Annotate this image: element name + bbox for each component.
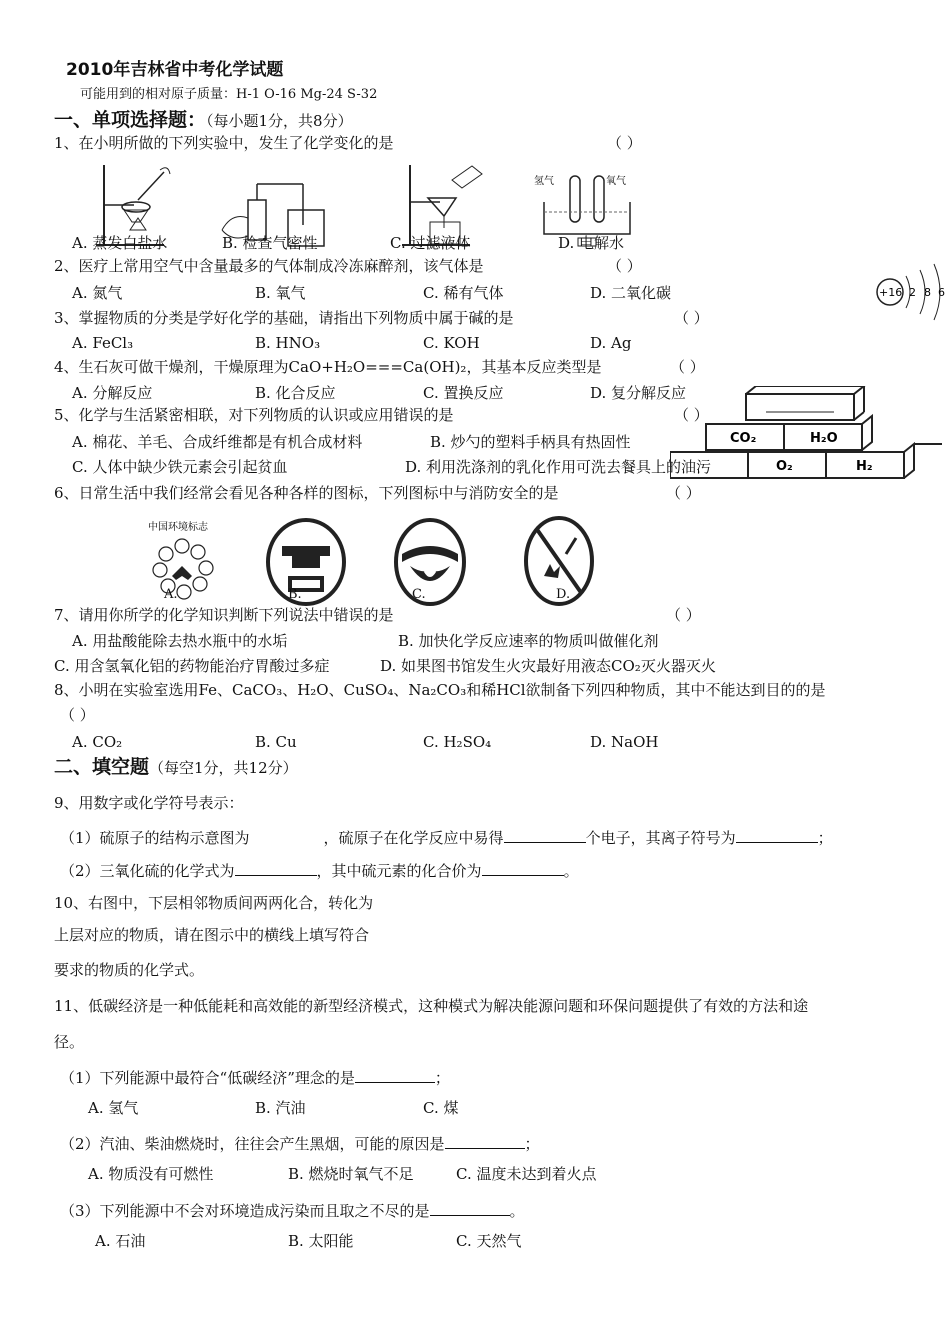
q4-option-c: C. 置换反应 (423, 384, 504, 402)
q5-option-c: C. 人体中缺少铁元素会引起贫血 (72, 458, 288, 476)
q11-p1-blank[interactable] (355, 1068, 435, 1083)
substance-pyramid (670, 386, 948, 482)
q9-part2 (60, 861, 579, 879)
q3-option-a: A. FeCl₃ (72, 334, 134, 352)
q9-p1-text-d: ； (817, 829, 833, 847)
q8-option-b: B. Cu (255, 733, 297, 751)
q8-option-d: D. NaOH (590, 733, 659, 751)
water-saving-sign (264, 516, 348, 606)
section2-note: （每空1分，共12分） (149, 759, 298, 777)
q7-stem: 7、请用你所学的化学知识判断下列说法中错误的是 (54, 606, 394, 624)
environment-sign (142, 518, 222, 612)
q1-option-d: D. 电解水 (558, 234, 625, 252)
q9-p2-text-a: （2）三氧化硫的化学式为 (60, 862, 235, 880)
q6-stem: 6、日常生活中我们经常会看见各种各样的图标，下列图标中与消防安全的是 (54, 484, 559, 502)
q9-formula-blank[interactable] (235, 861, 317, 876)
q9-electron-blank[interactable] (504, 828, 586, 843)
q11-p3-option-b: B. 太阳能 (288, 1232, 354, 1250)
q8-option-a: A. CO₂ (72, 733, 123, 751)
q8-option-c: C. H₂SO₄ (423, 733, 492, 751)
sign-option-b: B. (288, 587, 302, 602)
pyramid-o2: O₂ (776, 459, 793, 474)
q4-stem: 4、生石灰可做干燥剂，干燥原理为CaO+H₂O===Ca(OH)₂，其基本反应类型是 (54, 358, 602, 376)
q2-stem: 2、医疗上常用空气中含量最多的气体制成冷冻麻醉剂，该气体是 (54, 257, 484, 275)
section1-title: 一、单项选择题： (54, 109, 207, 131)
section2-title: 二、填空题 (54, 756, 150, 778)
q11-p1-option-a: A. 氢气 (88, 1099, 139, 1117)
q7-option-d: D. 如果图书馆发生火灾最好用液态CO₂灭火器灭火 (380, 657, 716, 675)
q11-part1 (60, 1068, 450, 1086)
q8-stem: 8、小明在实验室选用Fe、CaCO₃、H₂O、CuSO₄、Na₂CO₃和稀HCl欲制备下列四种物质，其中不能达到目的的是 (54, 681, 826, 699)
q4-paren: （ ） (670, 358, 705, 376)
q11-p3-text: （3）下列能源中不会对环境造成污染而且取之不尽的是 (60, 1202, 430, 1220)
q11-p2-blank[interactable] (445, 1134, 525, 1149)
q5-option-a: A. 棉花、羊毛、合成纤维都是有机合成材料 (72, 433, 363, 451)
q6-paren: （ ） (666, 484, 701, 502)
section1-note: （每小题1分，共8分） (206, 112, 353, 130)
q5-option-d: D. 利用洗涤剂的乳化作用可洗去餐具上的油污 (405, 458, 712, 476)
q11-p1-end: ； (434, 1069, 450, 1087)
q9-part1 (60, 828, 833, 846)
q3-option-c: C. KOH (423, 334, 480, 352)
q9-p1-text-b: ，硫原子在化学反应中易得 (323, 829, 504, 847)
q7-paren: （ ） (666, 606, 701, 624)
sign-option-c: C. (412, 587, 426, 602)
q1-stem: 1、在小明所做的下列实验中，发生了化学变化的是 (54, 134, 394, 152)
pyramid-top-block (746, 394, 854, 420)
q2-option-c: C. 稀有气体 (423, 284, 504, 302)
page-title: 2010年吉林省中考化学试题 (66, 60, 284, 80)
pyramid-h2: H₂ (856, 459, 873, 474)
q9-valence-blank[interactable] (482, 861, 564, 876)
q11-p2-option-b: B. 燃烧时氧气不足 (288, 1165, 414, 1183)
environment-sign-text: 中国环境标志 (148, 522, 208, 533)
q11-p2-text: （2）汽油、柴油燃烧时，往往会产生黑烟，可能的原因是 (60, 1135, 445, 1153)
q1-option-a: A. 蒸发白盐水 (72, 234, 168, 252)
q11-part3 (60, 1201, 525, 1219)
q9-p1-text-a: （1）硫原子的结构示意图为 (60, 829, 250, 847)
q4-option-a: A. 分解反应 (72, 384, 153, 402)
section1-heading (54, 111, 353, 130)
q11-line1: 11、低碳经济是一种低能耗和高效能的新型经济模式，这种模式为解决能源问题和环保问题提供了有效的方法和途 (54, 997, 809, 1015)
q9-p2-text-b: ，其中硫元素的化合价为 (316, 862, 482, 880)
q11-p3-end: 。 (509, 1202, 525, 1220)
hydrogen-label: 氢气 (534, 176, 554, 187)
q11-p3-blank[interactable] (430, 1201, 510, 1216)
q4-option-d: D. 复分解反应 (590, 384, 687, 402)
q3-option-d: D. Ag (590, 334, 632, 352)
q5-option-b: B. 炒勺的塑料手柄具有热固性 (430, 433, 631, 451)
q10-line2: 上层对应的物质，请在图示中的横线上填写符合 (54, 926, 370, 944)
q3-option-b: B. HNO₃ (255, 334, 321, 352)
q11-p1-option-c: C. 煤 (423, 1099, 459, 1117)
q9-stem: 9、用数字或化学符号表示： (54, 794, 244, 812)
q9-p2-text-c: 。 (563, 862, 579, 880)
green-food-sign (392, 516, 468, 606)
q10-line3: 要求的物质的化学式。 (54, 961, 205, 979)
q2-option-b: B. 氧气 (255, 284, 306, 302)
shell-1: 2 (909, 286, 916, 299)
q7-option-a: A. 用盐酸能除去热水瓶中的水垢 (72, 632, 288, 650)
pyramid-h2o: H₂O (810, 431, 838, 446)
shell-3: 6 (938, 286, 945, 299)
q11-p2-option-a: A. 物质没有可燃性 (88, 1165, 214, 1183)
oxygen-label: 氧气 (606, 176, 626, 187)
q5-stem: 5、化学与生活紧密相联，对下列物质的认识或应用错误的是 (54, 406, 454, 424)
q3-stem: 3、掌握物质的分类是学好化学的基础，请指出下列物质中属于碱的是 (54, 309, 514, 327)
q11-p2-option-c: C. 温度未达到着火点 (456, 1165, 597, 1183)
q5-paren: （ ） (674, 406, 709, 424)
q7-option-b: B. 加快化学反应速率的物质叫做催化剂 (398, 632, 659, 650)
section2-heading (54, 758, 298, 777)
q11-p1-option-b: B. 汽油 (255, 1099, 306, 1117)
q1-paren: （ ） (607, 134, 642, 152)
q11-p3-option-c: C. 天然气 (456, 1232, 522, 1250)
q11-p2-end: ； (524, 1135, 540, 1153)
q1-option-b: B. 检查气密性 (222, 234, 318, 252)
q2-option-d: D. 二氧化碳 (590, 284, 672, 302)
shell-2: 8 (924, 286, 931, 299)
q11-part2 (60, 1134, 540, 1152)
q2-paren: （ ） (607, 257, 642, 275)
atomic-mass-note: 可能用到的相对原子质量：H-1 O-16 Mg-24 S-32 (80, 87, 378, 102)
nucleus-charge: +16 (879, 286, 903, 299)
sign-option-a: A. (164, 587, 178, 602)
q4-option-b: B. 化合反应 (255, 384, 336, 402)
sulfur-atom-diagram (872, 262, 950, 324)
q8-paren: （ ） (60, 706, 95, 724)
q11-line2: 径。 (54, 1033, 85, 1051)
q9-ion-symbol-blank[interactable] (736, 828, 818, 843)
q10-line1: 10、右图中，下层相邻物质间两两化合，转化为 (54, 894, 374, 912)
q2-option-a: A. 氮气 (72, 284, 123, 302)
q1-option-c: C. 过滤液体 (390, 234, 471, 252)
sign-option-d: D. (556, 587, 571, 602)
q11-p1-text: （1）下列能源中最符合“低碳经济”理念的是 (60, 1069, 355, 1087)
q9-p1-text-c: 个电子，其离子符号为 (585, 829, 736, 847)
pyramid-co2: CO₂ (730, 431, 757, 446)
q3-paren: （ ） (674, 309, 709, 327)
q7-option-c: C. 用含氢氧化铝的药物能治疗胃酸过多症 (54, 657, 330, 675)
q11-p3-option-a: A. 石油 (95, 1232, 146, 1250)
